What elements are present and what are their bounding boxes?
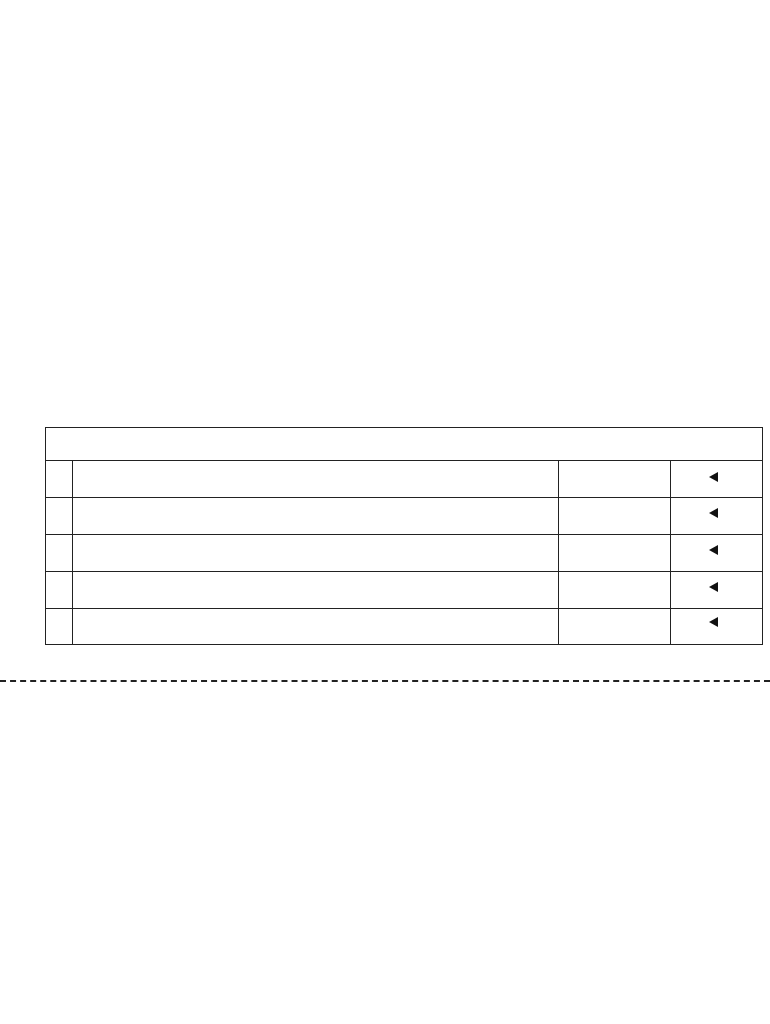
row-number <box>46 461 73 497</box>
transfer-arrow-icon <box>709 617 718 627</box>
worksheet-row <box>46 608 762 645</box>
worksheet-row <box>46 497 762 534</box>
amount-box-dollars[interactable] <box>558 498 671 534</box>
amount-box-cents[interactable] <box>670 535 701 571</box>
row-number <box>46 535 73 571</box>
worksheet-row <box>46 460 762 497</box>
amount-box-dollars[interactable] <box>558 461 671 497</box>
instructions-right-column <box>400 67 726 71</box>
transfer-arrow-icon <box>709 472 718 482</box>
worksheet-row <box>46 571 762 608</box>
worksheet-box <box>45 427 763 645</box>
amount-box-cents[interactable] <box>670 609 701 645</box>
amount-box-dollars[interactable] <box>558 572 671 608</box>
row-number <box>46 498 73 534</box>
amount-box-cents[interactable] <box>670 498 701 534</box>
instructions-left-column <box>45 67 371 75</box>
amount-box-cents[interactable] <box>670 461 701 497</box>
amount-box-dollars[interactable] <box>558 535 671 571</box>
dotted-cut-line <box>0 680 770 682</box>
row-number <box>46 572 73 608</box>
amount-box-cents[interactable] <box>670 572 701 608</box>
amount-box-dollars[interactable] <box>558 609 671 645</box>
transfer-arrow-icon <box>709 582 718 592</box>
transfer-arrow-icon <box>709 508 718 518</box>
row-number <box>46 609 73 645</box>
transfer-arrow-icon <box>709 545 718 555</box>
worksheet-row <box>46 534 762 571</box>
